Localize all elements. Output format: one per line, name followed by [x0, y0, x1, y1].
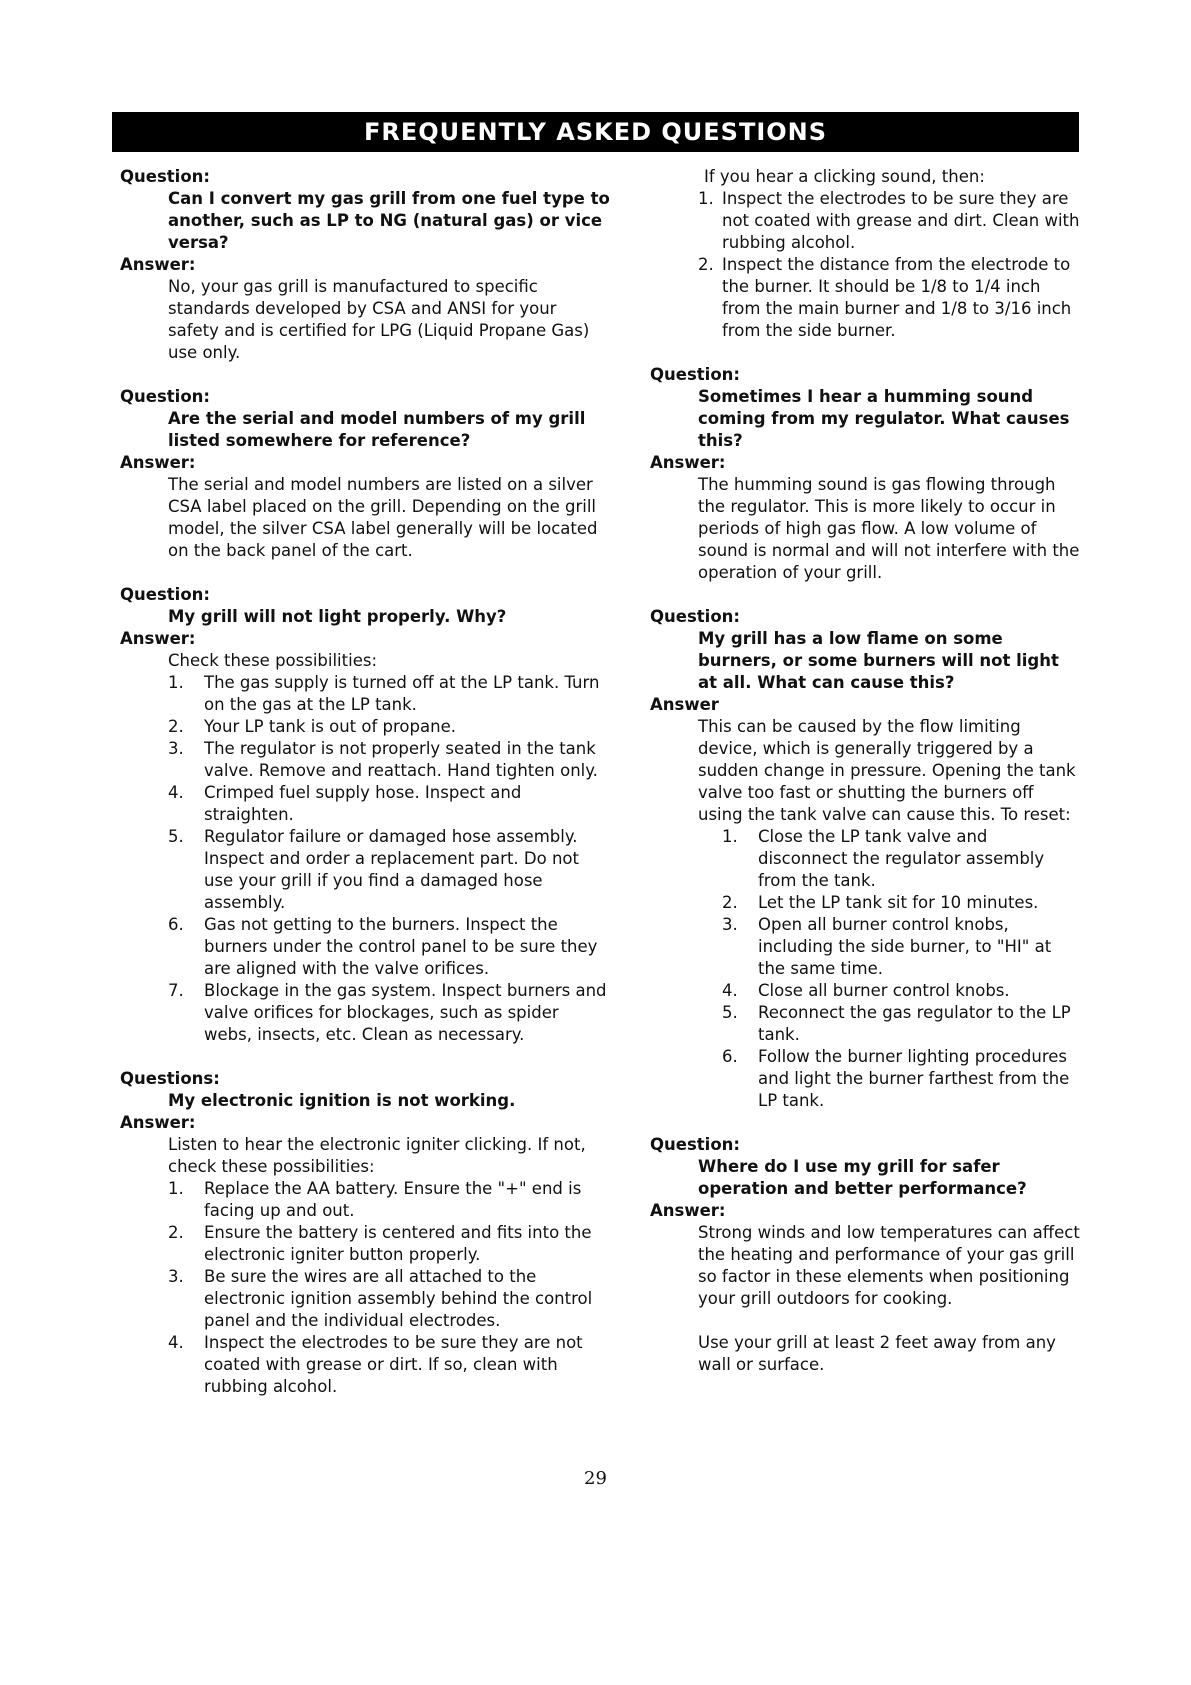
- list-item: 1. Inspect the electrodes to be sure they are not coated with grease and dirt. Clean with rubbing alcohol.: [698, 189, 1080, 252]
- question-label: Question:: [650, 1135, 741, 1154]
- question-label: Question:: [650, 607, 741, 626]
- page-banner: FREQUENTLY ASKED QUESTIONS: [112, 112, 1079, 152]
- faq-electronic-ignition: [120, 1068, 610, 1398]
- right-column: [650, 166, 1080, 1398]
- list-item: 2. Ensure the battery is centered and fits into the electronic igniter button properly.: [168, 1223, 592, 1264]
- question-label: Question:: [120, 167, 211, 186]
- answer-text: The humming sound is gas flowing through the regulator. This is more likely to occur in periods of high gas flow. A low volume of sound is normal and will not interfere with the operation of your grill.: [698, 475, 1080, 582]
- question-label: Question:: [650, 365, 741, 384]
- faq-serial-numbers: [120, 386, 610, 562]
- ignition-checks-list: [120, 1178, 610, 1398]
- possibilities-list: [120, 672, 610, 1046]
- answer-label: Answer:: [120, 255, 196, 274]
- page-number: 29: [584, 1468, 607, 1489]
- list-item: 3. Be sure the wires are all attached to the electronic ignition assembly behind the control panel and the individual electrodes.: [168, 1267, 593, 1330]
- answer-intro: Check these possibilities:: [168, 651, 378, 670]
- list-item: 3. Open all burner control knobs, including the side burner, to "HI" at the same time.: [722, 915, 1052, 978]
- list-item: 5. Regulator failure or damaged hose assembly. Inspect and order a replacement part. Do not use your grill if you find a damaged hose assembly.: [168, 827, 579, 912]
- answer-text: Strong winds and low temperatures can affect the heating and performance of your gas grill so factor in these elements when positioning your grill outdoors for cooking.: [698, 1223, 1080, 1308]
- list-item: 4. Inspect the electrodes to be sure they are not coated with grease or dirt. If so, clean with rubbing alcohol.: [168, 1333, 583, 1396]
- list-item: 5. Reconnect the gas regulator to the LP tank.: [722, 1003, 1071, 1044]
- question-text: Where do I use my grill for safer operation and better performance?: [698, 1157, 1027, 1198]
- question-text: My grill will not light properly. Why?: [168, 607, 507, 626]
- list-item: 2. Your LP tank is out of propane.: [168, 717, 456, 736]
- reset-steps-list: [650, 826, 1080, 1112]
- answer-intro: This can be caused by the flow limiting device, which is generally triggered by a sudden change in pressure. Opening the tank valve too fast or shutting the burners off using the tank valve can cause this. To reset:: [698, 717, 1076, 824]
- faq-low-flame: [650, 606, 1080, 1112]
- list-item: 3. The regulator is not properly seated in the tank valve. Remove and reattach. Hand tighten only.: [168, 739, 598, 780]
- list-item: 1. The gas supply is turned off at the LP tank. Turn on the gas at the LP tank.: [168, 673, 600, 714]
- list-item: 2. Inspect the distance from the electrode to the burner. It should be 1/8 to 1/4 inch from the main burner and 1/8 to 3/16 inch from the side burner.: [698, 255, 1072, 340]
- answer-text: No, your gas grill is manufactured to specific standards developed by CSA and ANSI for your safety and is certified for LPG (Liquid Propane Gas) use only.: [168, 277, 590, 362]
- answer-label: Answer: [650, 695, 719, 714]
- answer-text-2: Use your grill at least 2 feet away from any wall or surface.: [698, 1333, 1056, 1374]
- question-text: Can I convert my gas grill from one fuel type to another, such as LP to NG (natural gas) or vice versa?: [168, 189, 610, 252]
- answer-label: Answer:: [650, 1201, 726, 1220]
- question-label: Question:: [120, 387, 211, 406]
- question-text: Sometimes I hear a humming sound coming from my regulator. What causes this?: [698, 387, 1070, 450]
- left-column: [120, 166, 610, 1420]
- list-item: 1. Replace the AA battery. Ensure the "+" end is facing up and out.: [168, 1179, 582, 1220]
- answer-text: The serial and model numbers are listed on a silver CSA label placed on the grill. Depending on the grill model, the silver CSA label generally will be located on the back panel of the cart.: [168, 475, 598, 560]
- answer-label: Answer:: [120, 1113, 196, 1132]
- question-label: Questions:: [120, 1069, 220, 1088]
- clicking-sound-continuation: [650, 166, 1080, 342]
- faq-humming-sound: [650, 364, 1080, 584]
- list-item: 7. Blockage in the gas system. Inspect burners and valve orifices for blockages, such as spider webs, insects, etc. Clean as necessary.: [168, 981, 607, 1044]
- clicking-steps-list: [650, 188, 1080, 342]
- answer-label: Answer:: [120, 453, 196, 472]
- answer-intro: Listen to hear the electronic igniter clicking. If not, check these possibilities:: [168, 1135, 586, 1176]
- list-item: 4. Close all burner control knobs.: [722, 981, 1010, 1000]
- list-item: 4. Crimped fuel supply hose. Inspect and straighten.: [168, 783, 522, 824]
- question-label: Question:: [120, 585, 211, 604]
- clicking-intro: If you hear a clicking sound, then:: [704, 167, 985, 186]
- question-text: Are the serial and model numbers of my grill listed somewhere for reference?: [168, 409, 586, 450]
- faq-grill-placement: [650, 1134, 1080, 1376]
- answer-label: Answer:: [120, 629, 196, 648]
- list-item: 2. Let the LP tank sit for 10 minutes.: [722, 893, 1039, 912]
- list-item: 6. Follow the burner lighting procedures and light the burner farthest from the LP tank.: [722, 1047, 1070, 1110]
- question-text: My grill has a low flame on some burners, or some burners will not light at all. What can cause this?: [698, 629, 1059, 692]
- list-item: 1. Close the LP tank valve and disconnect the regulator assembly from the tank.: [722, 827, 1045, 890]
- list-item: 6. Gas not getting to the burners. Inspect the burners under the control panel to be sure they are aligned with the valve orifices.: [168, 915, 598, 978]
- answer-label: Answer:: [650, 453, 726, 472]
- question-text: My electronic ignition is not working.: [168, 1091, 516, 1110]
- faq-grill-not-lighting: [120, 584, 610, 1046]
- faq-convert-fuel: [120, 166, 610, 364]
